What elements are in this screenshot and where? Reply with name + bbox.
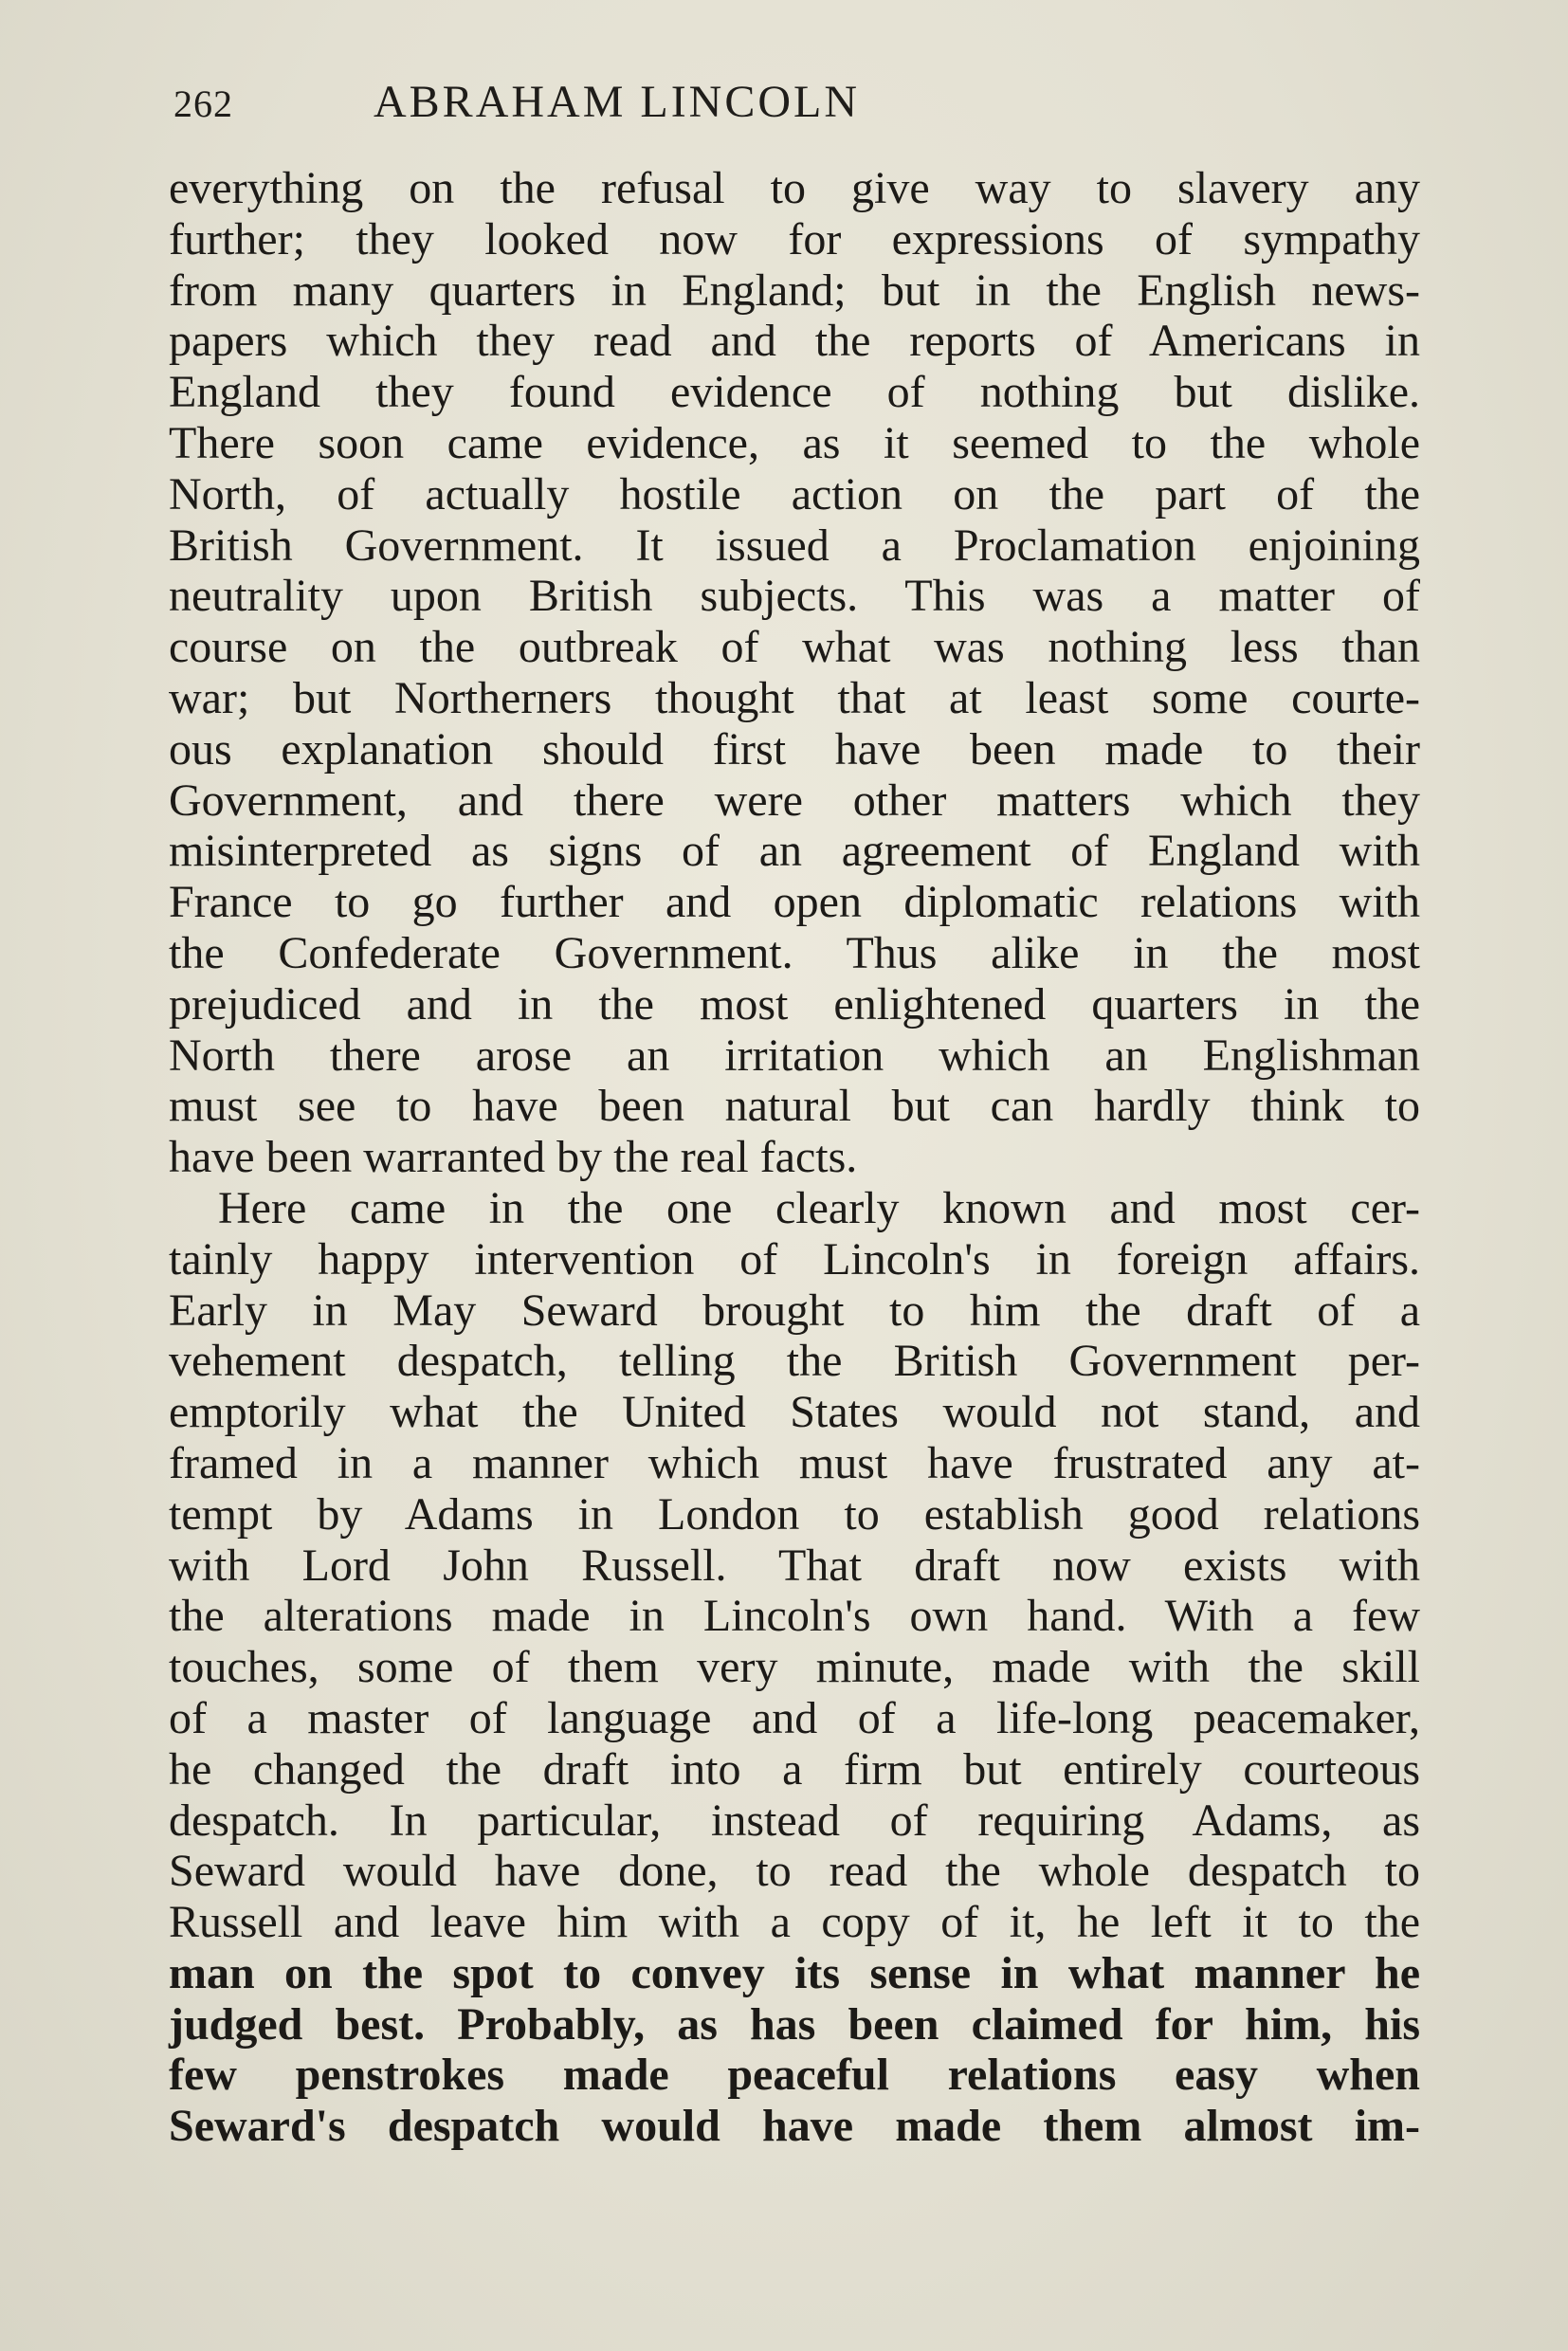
text-line: Seward would have done, to read the whole despatch to <box>169 1846 1420 1897</box>
text-line: he changed the draft into a firm but entirely courteous <box>169 1743 1420 1795</box>
text-line: of a master of language and of a life-long peacemaker, <box>169 1692 1420 1743</box>
text-line: course on the outbreak of what was nothing less than <box>169 622 1420 673</box>
running-head <box>173 76 1060 142</box>
text-line: vehement despatch, telling the British Government per- <box>169 1336 1420 1387</box>
text-line: prejudiced and in the most enlightened quarters in the <box>169 978 1420 1030</box>
text-line: the alterations made in Lincoln's own hand. With a few <box>169 1591 1420 1642</box>
text-line: must see to have been natural but can hardly think to <box>169 1081 1420 1132</box>
text-line: have been warranted by the real facts. <box>169 1132 858 1183</box>
page-number: 262 <box>173 82 233 125</box>
text-line: everything on the refusal to give way to slavery any <box>169 163 1420 213</box>
text-line: ous explanation should first have been made to their <box>169 723 1420 775</box>
paragraph <box>169 1183 1420 2152</box>
text-line: emptorily what the United States would not stand, and <box>169 1387 1420 1438</box>
text-line: from many quarters in England; but in the English news- <box>169 264 1420 316</box>
text-line: judged best. Probably, as has been claimed for him, his <box>169 1998 1420 2050</box>
text-line: Russell and leave him with a copy of it, he left it to the <box>169 1897 1420 1948</box>
text-line: North, of actually hostile action on the part of the <box>169 468 1420 519</box>
text-line: tainly happy intervention of Lincoln's in foreign affairs. <box>169 1233 1420 1285</box>
paragraph <box>169 163 1420 1183</box>
text-line: misinterpreted as signs of an agreement of England with <box>169 826 1420 877</box>
text-line: France to go further and open diplomatic relations with <box>169 877 1420 928</box>
body-text <box>169 163 1420 2152</box>
text-line: further; they looked now for expressions of sympathy <box>169 213 1420 264</box>
text-line: few penstrokes made peaceful relations easy when <box>169 2050 1420 2101</box>
text-line: There soon came evidence, as it seemed to the whole <box>169 417 1420 468</box>
text-line: tempt by Adams in London to establish good relations <box>169 1488 1420 1540</box>
text-line: Government, and there were other matters which they <box>169 775 1420 826</box>
text-line: neutrality upon British subjects. This was a matter of <box>169 571 1420 622</box>
text-line: man on the spot to convey its sense in what manner he <box>169 1947 1420 1998</box>
text-line: the Confederate Government. Thus alike in the most <box>169 927 1420 978</box>
text-line: with Lord John Russell. That draft now exists with <box>169 1540 1420 1591</box>
text-line: Here came in the one clearly known and most cer- <box>218 1182 1420 1233</box>
text-line: war; but Northerners thought that at least some courte- <box>169 672 1420 723</box>
text-line: Early in May Seward brought to him the draft of a <box>169 1285 1420 1336</box>
running-title: ABRAHAM LINCOLN <box>374 77 860 127</box>
text-line: British Government. It issued a Proclamation enjoining <box>169 519 1420 571</box>
text-line: Seward's despatch would have made them almost im- <box>169 2101 1420 2152</box>
text-line: England they found evidence of nothing but dislike. <box>169 367 1420 418</box>
text-line: North there arose an irritation which an Englishman <box>169 1030 1420 1081</box>
text-line: despatch. In particular, instead of requiring Adams, as <box>169 1795 1420 1846</box>
text-line: papers which they read and the reports of Americans in <box>169 316 1420 367</box>
text-line: framed in a manner which must have frustrated any at- <box>169 1437 1420 1488</box>
text-line: touches, some of them very minute, made with the skill <box>169 1642 1420 1693</box>
